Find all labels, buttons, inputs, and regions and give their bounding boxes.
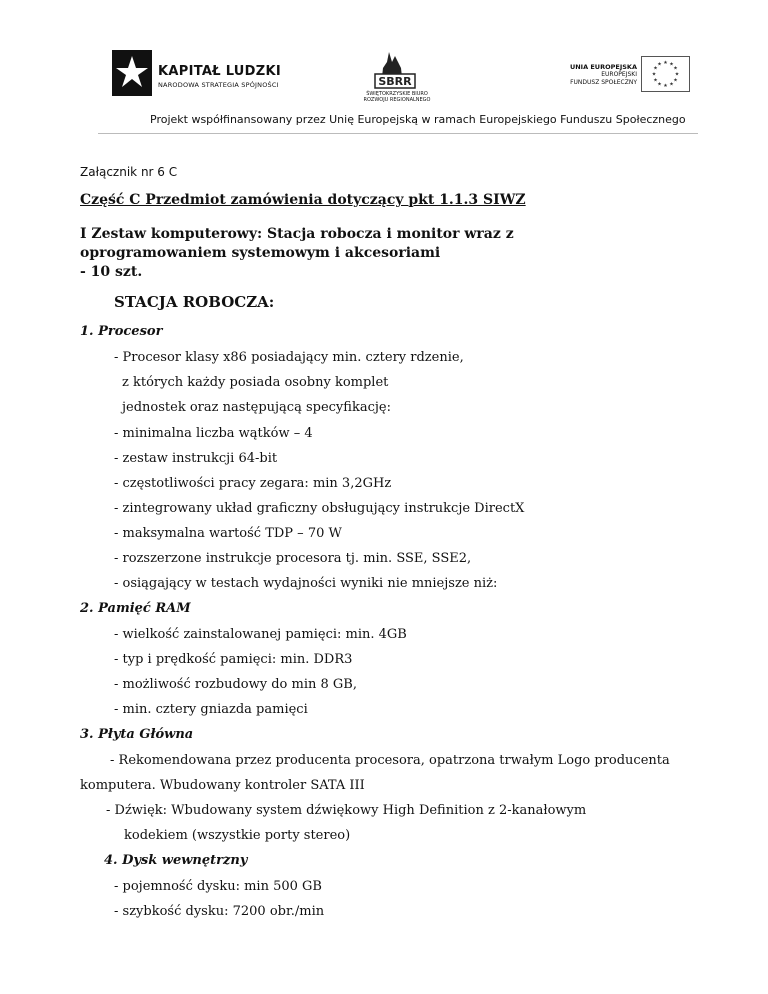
section-1-title: 1. Procesor	[80, 324, 163, 339]
eu-line-2: EUROPEJSKI	[601, 71, 637, 78]
svg-text:★: ★	[663, 60, 668, 66]
section-4-title: 4. Dysk wewnętrzny	[104, 853, 248, 868]
section-4-line-2: - szybkość dysku: 7200 obr./min	[114, 904, 325, 919]
station-heading: STACJA ROBOCZA:	[114, 293, 275, 311]
section-4-line-1: - pojemność dysku: min 500 GB	[114, 879, 322, 894]
svg-text:★: ★	[673, 65, 678, 72]
eu-line-1: UNIA EUROPEJSKA	[569, 63, 637, 71]
section-1-line-1: - Procesor klasy x86 posiadający min. cztery rdzenie,	[114, 350, 464, 365]
section-2-line-3: - możliwość rozbudowy do min 8 GB,	[114, 677, 357, 692]
section-1-line-7: - zintegrowany układ graficzny obsługujący instrukcje DirectX	[114, 501, 525, 516]
eu-flag-icon	[641, 56, 690, 92]
section-3-title: 3. Płyta Główna	[80, 727, 194, 742]
section-2-line-1: - wielkość zainstalowanej pamięci: min. 4GB	[114, 627, 407, 642]
eu-text	[540, 63, 637, 87]
section-1-line-10: - osiągający w testach wydajności wyniki nie mniejsze niż:	[114, 576, 498, 591]
section-3-line-1: - Rekomendowana przez producenta procesora, opatrzona trwałym Logo producenta	[110, 753, 670, 768]
part-heading: Część C Przedmiot zamówienia dotyczący pkt 1.1.3 SIWZ	[80, 192, 526, 208]
section-2-title: 2. Pamięć RAM	[80, 601, 191, 616]
section-3-line-4: kodekiem (wszystkie porty stereo)	[124, 828, 351, 843]
svg-text:★: ★	[657, 81, 662, 88]
kapital-ludzki-title: KAPITAŁ LUDZKI	[158, 64, 281, 79]
set-heading-line-2: oprogramowaniem systemowym i akcesoriami	[80, 245, 441, 261]
section-1-line-2: z których każdy posiada osobny komplet	[122, 375, 389, 390]
section-1-line-3: jednostek oraz następującą specyfikację:	[122, 400, 391, 415]
kapital-ludzki-subtitle: NARODOWA STRATEGIA SPÓJNOŚCI	[158, 81, 279, 89]
svg-text:★: ★	[669, 61, 674, 68]
section-3-line-2: komputera. Wbudowany kontroler SATA III	[80, 778, 365, 793]
project-cofinancing-line: Projekt współfinansowany przez Unię Europejską w ramach Europejskiego Funduszu Społecznego	[150, 113, 686, 126]
svg-text:★: ★	[657, 61, 662, 68]
section-1-line-6: - częstotliwości pracy zegara: min 3,2GHz	[114, 476, 392, 491]
section-1-line-9: - rozszerzone instrukcje procesora tj. min. SSE, SSE2,	[114, 551, 472, 566]
eu-line-3: FUNDUSZ SPOŁECZNY	[570, 79, 637, 86]
section-2-line-2: - typ i prędkość pamięci: min. DDR3	[114, 652, 353, 667]
attachment-label: Załącznik nr 6 C	[80, 165, 178, 179]
sbrr-subtitle-2: ROZWOJU REGIONALNEGO	[363, 97, 431, 103]
section-1-line-4: - minimalna liczba wątków – 4	[114, 426, 313, 441]
page-header	[0, 0, 768, 140]
sbrr-subtitle-1: ŚWIĘTOKRZYSKIE BIURO	[366, 91, 428, 97]
section-1-line-5: - zestaw instrukcji 64-bit	[114, 451, 278, 466]
section-3-line-3: - Dźwięk: Wbudowany system dźwiękowy High Definition z 2-kanałowym	[106, 803, 587, 818]
section-1-line-8: - maksymalna wartość TDP – 70 W	[114, 526, 342, 541]
header-divider	[98, 133, 698, 134]
set-heading-line-3: - 10 szt.	[80, 264, 143, 280]
svg-text:★: ★	[653, 65, 658, 72]
svg-text:★: ★	[669, 81, 674, 88]
svg-text:★: ★	[653, 77, 658, 84]
set-heading-line-1: I Zestaw komputerowy: Stacja robocza i monitor wraz z	[80, 226, 514, 242]
svg-text:★: ★	[674, 71, 680, 78]
svg-text:★: ★	[673, 77, 678, 84]
section-2-line-4: - min. cztery gniazda pamięci	[114, 702, 308, 717]
sbrr-name: SBRR	[378, 75, 412, 88]
svg-text:★: ★	[663, 83, 668, 89]
svg-text:★: ★	[651, 71, 657, 78]
